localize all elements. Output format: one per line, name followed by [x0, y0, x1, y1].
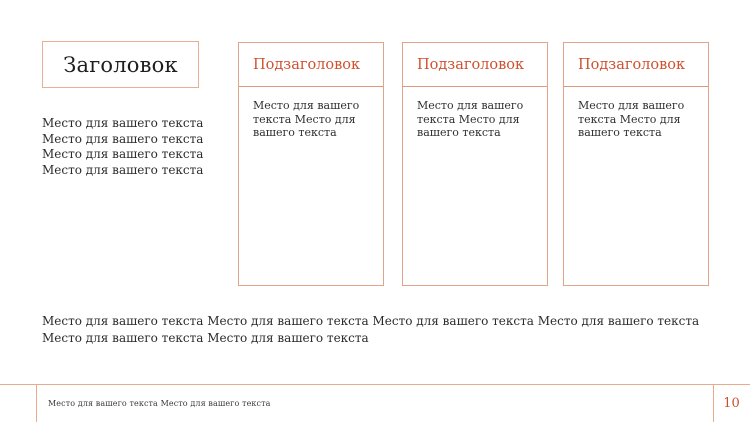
- subtitle-text: Подзаголовок: [578, 56, 686, 73]
- page-number: 10: [723, 395, 740, 411]
- column-subtitle: [403, 43, 547, 87]
- bottom-paragraph: Место для вашего текста Место для вашего текста Место для вашего текста Место для вашего текста Место для вашего текста Место для вашего текста: [42, 314, 700, 345]
- left-text-line: Место для вашего текста: [42, 147, 204, 161]
- content-column-1: [238, 42, 384, 286]
- subtitle-text: Подзаголовок: [417, 56, 525, 73]
- title-placeholder: [42, 41, 199, 88]
- column-subtitle: [239, 43, 383, 87]
- content-column-2: [402, 42, 548, 286]
- footer-text: Место для вашего текста Место для вашего текста: [48, 398, 271, 408]
- column-body-text: Место для вашего текста Место для вашего текста: [253, 99, 360, 139]
- column-body-text: Место для вашего текста Место для вашего текста: [578, 99, 685, 139]
- left-text-line: Место для вашего текста: [42, 131, 204, 146]
- left-text-block: [42, 116, 203, 178]
- footer-left-divider: [36, 385, 37, 422]
- left-text-line: Место для вашего текста: [42, 162, 204, 177]
- slide-title: Заголовок: [63, 52, 178, 77]
- column-body-text: Место для вашего текста Место для вашего текста: [417, 99, 524, 139]
- column-subtitle: [564, 43, 708, 87]
- content-column-3: [563, 42, 709, 286]
- subtitle-text: Подзаголовок: [253, 56, 361, 73]
- left-text-line: Место для вашего текста: [42, 116, 204, 130]
